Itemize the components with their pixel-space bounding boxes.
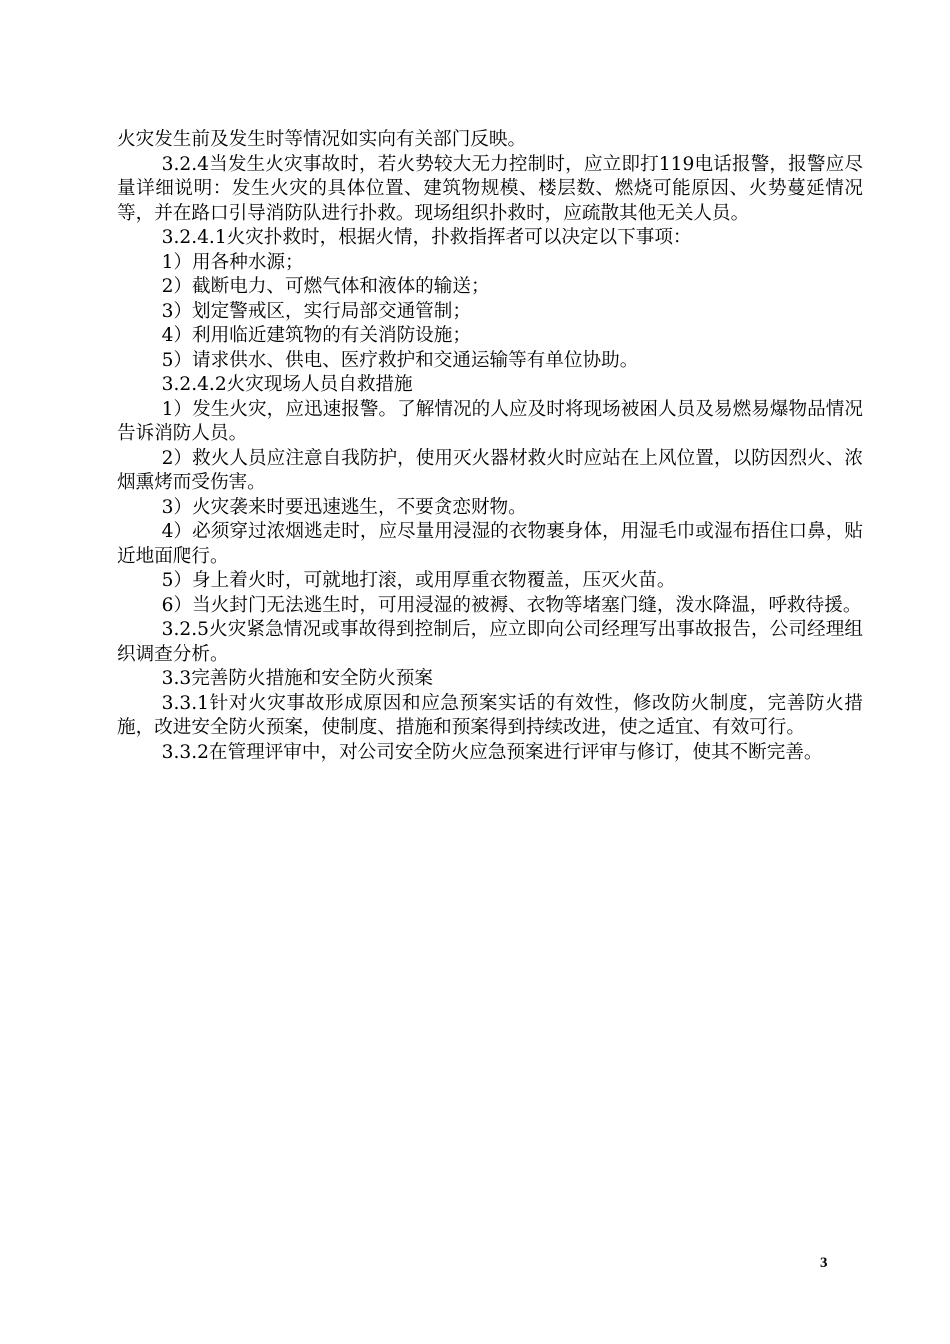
paragraph-continuation: 火灾发生前及发生时等情况如实向有关部门反映。: [117, 129, 527, 150]
list-item-request-assistance: 5）请求供水、供电、医疗救护和交通运输等有单位协助。: [161, 349, 639, 371]
paragraph-3-2-5: 3.2.5火灾紧急情况或事故得到控制后，应立即向公司经理写出事故报告，公司经理组织调查分析。: [117, 619, 863, 665]
paragraph-3-2-4-1: 3.2.4.1火灾扑救时，根据火情，扑救指挥者可以决定以下事项：: [161, 227, 692, 248]
page-number: 3: [820, 1255, 828, 1271]
list-item-report-fire: 1）发生火灾，应迅速报警。了解情况的人应及时将现场被困人员及易燃易爆物品情况告诉消防人员。: [117, 398, 863, 444]
list-item-water-source: 1）用各种水源；: [161, 251, 304, 273]
paragraph-3-3-2: 3.3.2在管理评审中，对公司安全防火应急预案进行评审与修订，使其不断完善。: [161, 741, 823, 763]
list-item-clothes-fire: 5）身上着火时，可就地打滚，或用厚重衣物覆盖，压灭火苗。: [161, 570, 676, 591]
paragraph-3-2-4-2: 3.2.4.2火灾现场人员自救措施: [161, 374, 413, 395]
list-item-self-protection: 2）救火人员应注意自我防护，使用灭火器材救火时应站在上风位置，以防因烈火、浓烟熏烤而受伤害。: [117, 447, 863, 493]
list-item-nearby-facilities: 4）利用临近建筑物的有关消防设施；: [161, 325, 471, 346]
list-item-cut-power: 2）截断电力、可燃气体和液体的输送；: [161, 276, 490, 297]
section-heading-3-3: 3.3完善防火措施和安全防火预案: [161, 668, 433, 689]
paragraph-3-3-1: 3.3.1针对火灾事故形成原因和应急预案实话的有效性，修改防火制度，完善防火措施，改进安全防火预案，使制度、措施和预案得到持续改进，使之适宜、有效可行。: [117, 692, 863, 738]
list-item-blocked-door: 6）当火封门无法逃生时，可用浸湿的被褥、衣物等堵塞门缝，泼水降温，呼救待援。: [161, 594, 862, 616]
paragraph-3-2-4: 3.2.4当发生火灾事故时，若火势较大无力控制时，应立即打119电话报警，报警应尽量详细说明：发生火灾的具体位置、建筑物规模、楼层数、燃烧可能原因、火势蔓延情况等，并在路口引导消防队进行扑救。现场组织扑救时，应疏散其他无关人员。: [117, 153, 863, 224]
list-item-escape: 3）火灾袭来时要迅速逃生，不要贪恋财物。: [161, 496, 527, 518]
list-item-cordon: 3）划定警戒区，实行局部交通管制；: [161, 300, 471, 322]
document-body: [117, 128, 863, 765]
list-item-smoke: 4）必须穿过浓烟逃走时，应尽量用浸湿的衣物裹身体，用湿毛巾或湿布捂住口鼻，贴近地面爬行。: [117, 521, 863, 567]
